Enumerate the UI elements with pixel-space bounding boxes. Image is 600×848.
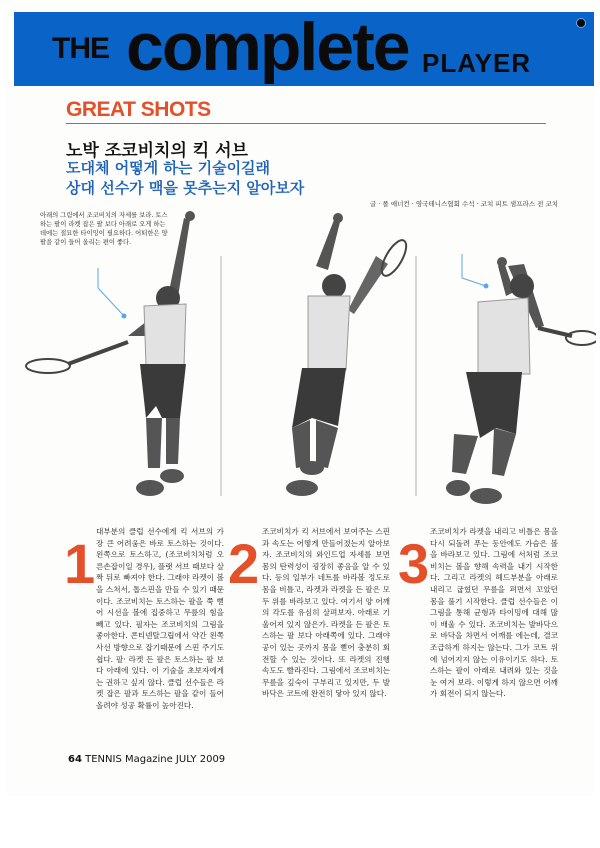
subheadline-line-2: 상대 선수가 맥을 못추는지 알아보자 (66, 179, 305, 197)
header-banner (14, 9, 594, 86)
headline: 노박 조코비치의 킥 서브 (66, 141, 248, 161)
byline: 글 · 폴 애너컨 · 영국테니스협회 수석 · 코치 피트 샘프라스 전 코치 (370, 200, 558, 208)
issue-date: JULY 2009 (175, 754, 226, 765)
magazine-name: TENNIS Magazine (85, 754, 173, 765)
callout-1 (98, 268, 126, 318)
step-3-text: 조코비치가 라켓을 내리고 비틀은 몸을 다시 되돌려 푸는 동안에도 가슴은 볼을 바라보고 있다. 그림에 서처럼 조코비치는 볼을 향해 속력을 내기 시작한다. 그리고 라켓의 헤드부분을 아래로 내리고 굽혔던 무릎을 펴면서 꼬았던 몸을 풀기 시작한다. 클럽 선수들은 이 그림을 통해 균형과 타이밍에 대해 많이 배울 수 있다. 조코비치는 발바닥으로 바닥을 차면서 어깨를 에는데, 결코 조급하게 하지는 않는다. 그가 코트 위에 넘어지지 않는 이유이기도 하다. 토스하는 팔이 아래로 내려와 있는 것을 눈 여겨 보라. 이렇게 하지 않으면 어깨가 회전이 되지 않는다. (430, 527, 558, 699)
banner-complete: complete (126, 9, 409, 85)
page-footer (68, 754, 225, 765)
callout-3 (462, 254, 488, 288)
step-2-number: 2 (228, 532, 260, 595)
magazine-page (6, 6, 594, 796)
figure-1 (26, 211, 195, 496)
step-3-number: 3 (398, 532, 430, 595)
photo-caption: 아래의 그림에서 조코비치의 자세를 보라. 토스하는 팔이 라켓 잡은 팔 보다 아래로 오게 하는 데에는 절묘한 타이밍이 필요하다. 어떠한은 양팔을 같이 들어 올리는 편이 좋다. (40, 212, 168, 246)
subheadline (66, 158, 526, 198)
serve-sequence-photos (16, 206, 596, 516)
subheadline-line-1: 도대체 어떻게 하는 기술이길래 (66, 159, 271, 177)
step-2-text: 조코비치가 킥 서브에서 보여주는 스핀과 속도는 어떻게 만들어졌는지 알아보자. 조코비치의 와인드업 자세를 보면 몸의 탄력성이 굉장히 좋음을 알 수 있다. 등의 일부가 네트를 바라볼 정도로 몸을 비틀고, 라켓과 라켓을 든 팔은 모두 위를 바라보고 있다. 여기서 양 어깨의 각도를 유심히 살펴보자. 아래로 기울어져 있지 않은가. 라켓을 든 팔은 토스하는 팔 보다 아래쪽에 있다. 그래야 공이 있는 곳까지 몸을 뻗어 충분히 회전할 수 있는 것이다. 또 라켓의 진행 속도도 빨라진다. 그림에서 조코비치는 무릎을 깊숙이 구부리고 있지만, 두 발바닥은 코트에 완전히 닿아 있지 않다. (262, 527, 390, 699)
step-1-number: 1 (64, 532, 96, 595)
banner-player: PLAYER (422, 48, 532, 78)
figure-2 (286, 213, 411, 496)
section-divider (66, 123, 546, 124)
page-number: 64 (68, 754, 82, 765)
step-1-text: 대부분의 클럽 선수에게 킥 서브의 가장 큰 어려움은 바로 토스하는 것이다. 왼쪽으로 토스하고, (조코비치처럼 오른손잡이일 경우), 플랫 서브 때보다 살짝 뒤로 빠져야 한다. 그래야 라켓이 볼을 스쳐서, 톱스핀을 만들 수 있기 때문이다. 조코비치는 토스하는 팔을 쭉 뻗어 시선을 볼에 집중하고 무릎의 힘을 빼고 있다. 필자는 조코비치의 그림을 좋아한다. 콘티넨탈그립에서 약간 왼쪽 사선 방향으로 잡기때문에 스핀 주기도 쉽다. 팔· 라켓 든 팔은 토스하는 팔 보다 아래에 있다. 이 기술을 초보자에게는 권하고 싶지 않다. 클럽 선수들은 라켓 잡은 팔과 토스하는 팔을 같이 들어 올려야 성공 확률이 높아진다. (96, 527, 224, 710)
banner-the: THE (52, 32, 109, 65)
figure-3 (446, 257, 596, 504)
section-label: GREAT SHOTS (66, 98, 211, 121)
corner-dot (576, 18, 586, 28)
